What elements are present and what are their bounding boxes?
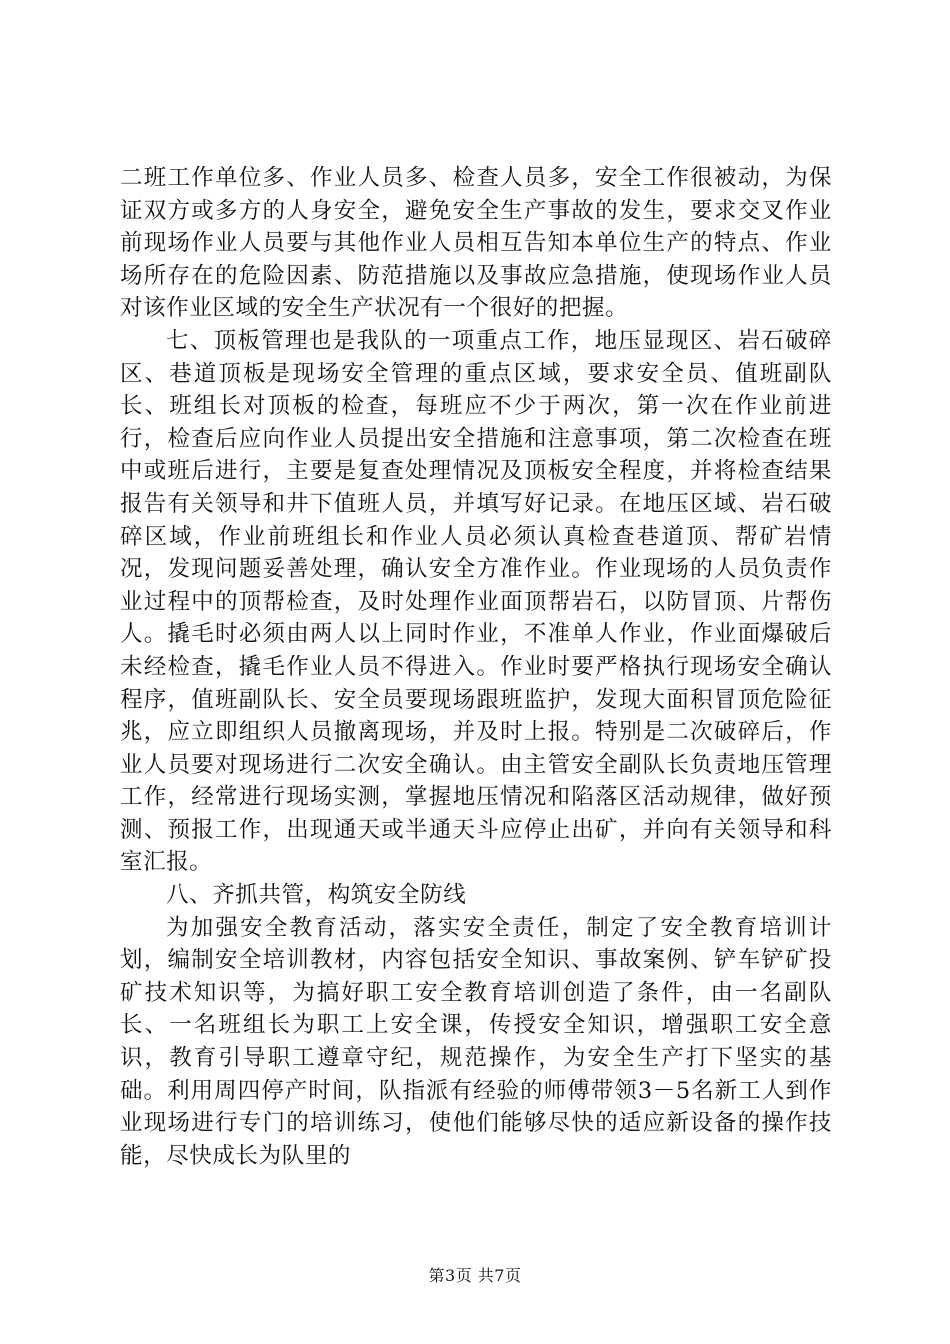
page-number-footer: 第3页 共7页: [428, 1266, 522, 1285]
paragraph-1: 二班工作单位多、作业人员多、检查人员多，安全工作很被动，为保证双方或多方的人身安全，避免安全生产事故的发生，要求交叉作业前现场作业人员要与其他作业人员相互告知本单位生产的特点、作业场所存在的危险因素、防范措施以及事故应急措施，使现场作业人员对该作业区域的安全生产状况有一个很好的把握。: [120, 165, 832, 322]
paragraph-2: 七、顶板管理也是我队的一项重点工作，地压显现区、岩石破碎区、巷道顶板是现场安全管理的重点区域，要求安全员、值班副队长、班组长对顶板的检查，每班应不少于两次，第一次在作业前进行，检查后应向作业人员提出安全措施和注意事项，第二次检查在班中或班后进行，主要是复查处理情况及顶板安全程度，并将检查结果报告有关领导和井下值班人员，并填写好记录。在地压区域、岩石破碎区域，作业前班组长和作业人员必须认真检查巷道顶、帮矿岩情况，发现问题妥善处理，确认安全方准作业。作业现场的人员负责作业过程中的顶帮检查，及时处理作业面顶帮岩石，以防冒顶、片帮伤人。撬毛时必须由两人以上同时作业，不准单人作业，作业面爆破后未经检查，撬毛作业人员不得进入。作业时要严格执行现场安全确认程序，值班副队长、安全员要现场跟班监护，发现大面积冒顶危险征兆，应立即组织人员撤离现场，并及时上报。特别是二次破碎后，作业人员要对现场进行二次安全确认。由主管安全副队长负责地压管理工作，经常进行现场实测，掌握地压情况和陷落区活动规律，做好预测、预报工作，出现通天或半通天斗应停止出矿，并向有关领导和科室汇报。: [120, 327, 832, 876]
section-heading-8: 八、齐抓共管，构筑安全防线: [166, 882, 467, 909]
body-text: [120, 162, 832, 1172]
paragraph-4: 为加强安全教育活动，落实安全责任，制定了安全教育培训计划，编制安全培训教材，内容包括安全知识、事故案例、铲车铲矿投矿技术知识等，为搞好职工安全教育培训创造了条件，由一名副队长、一名班组长为职工上安全课，传授安全知识，增强职工安全意识，教育引导职工遵章守纪，规范操作，为安全生产打下坚实的基础。利用周四停产时间，队指派有经验的师傅带领3－5名新工人到作业现场进行专门的培训练习，使他们能够尽快的适应新设备的操作技能，尽快成长为队里的: [120, 914, 832, 1169]
